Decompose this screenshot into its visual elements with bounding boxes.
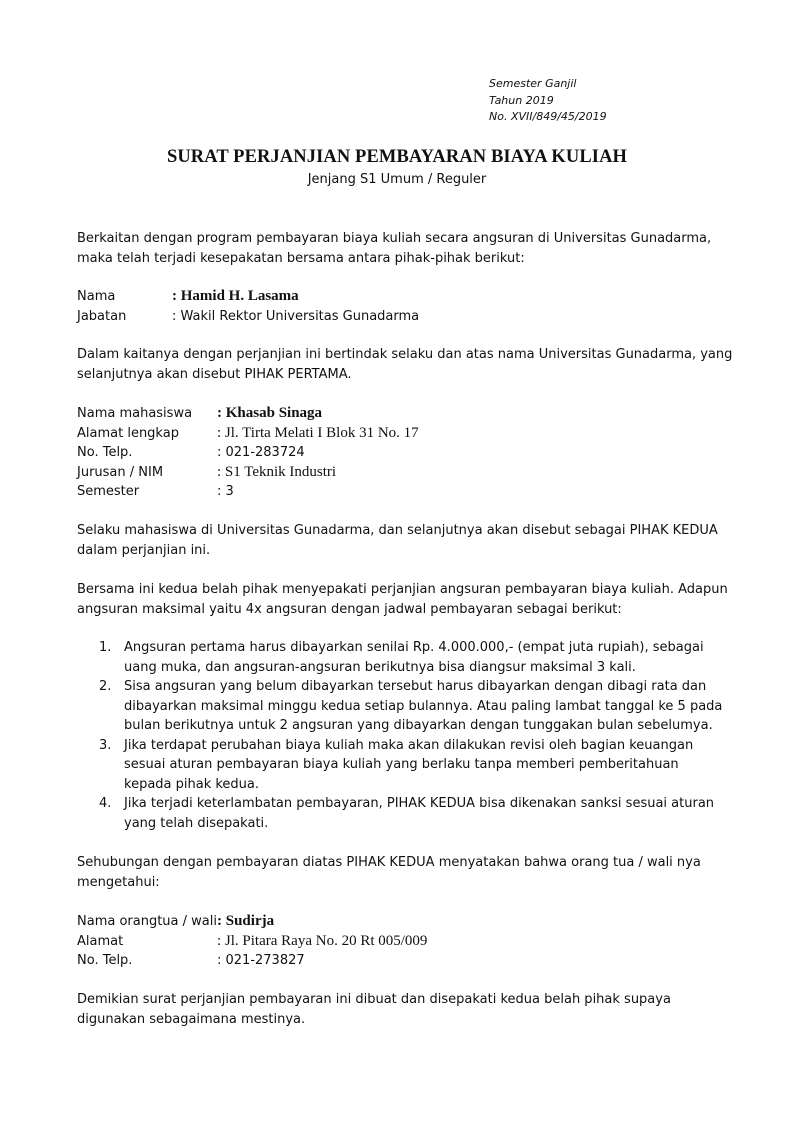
document-title: SURAT PERJANJIAN PEMBAYARAN BIAYA KULIAH [166,147,628,167]
closing-paragraph [77,990,737,1029]
party1-paragraph [77,345,737,384]
parent-line: Sehubungan dengan pembayaran diatas PIHAK KEDUA menyatakan bahwa orang tua / wali nya [77,855,701,870]
party1-line: selanjutnya akan disebut PIHAK PERTAMA. [77,366,352,382]
party1-name-field: : Hamid H. Lasama [172,288,299,304]
student-name-label: Nama mahasiswa [77,406,193,421]
list-item [77,677,737,736]
student-semester-value: 3 [225,484,234,499]
parent-phone-value: 021-273827 [225,953,305,968]
student-phone-value: 021-283724 [225,445,305,460]
parent-name-label: Nama orangtua / wali [77,914,217,929]
document-number: No. XVII/849/45/2019 [489,110,607,123]
list-item-line: Sisa angsuran yang belum dibayarkan tersebut harus dibayarkan dengan dibagi rata dan [124,679,707,694]
list-item-line: sesuai aturan pembayaran biaya kuliah yang berlaku tanpa memberi pemberitahuan [124,757,679,772]
list-item [77,736,737,795]
student-address-value: Jl. Tirta Melati I Blok 31 No. 17 [224,425,419,441]
party2-paragraph [77,521,737,560]
student-address-label: Alamat lengkap [77,426,179,441]
parent-paragraph [77,853,737,892]
list-item-line: uang muka, dan angsuran-angsuran berikutnya bisa diangsur maksimal 3 kali. [124,659,636,675]
party2-line: Selaku mahasiswa di Universitas Gunadarma, dan selanjutnya akan disebut sebagai PIHAK KEDUA [77,523,718,538]
student-major-value: S1 Teknik Industri [224,464,337,480]
list-item-number: 2. [99,679,112,694]
intro-line: maka telah terjadi kesepakatan bersama antara pihak-pihak berikut: [77,250,525,266]
agreement-line: angsuran maksimal yaitu 4x angsuran dengan jadwal pembayaran sebagai berikut: [77,601,622,617]
list-item [77,638,737,677]
intro-paragraph [77,229,737,268]
document-meta [489,76,607,126]
parent-name-value: Sudirja [225,913,275,929]
student-major-label: Jurusan / NIM [77,465,164,480]
list-item-number: 4. [99,796,112,811]
document-subtitle: Jenjang S1 Umum / Reguler [307,172,487,187]
list-item-number: 1. [99,640,112,655]
parent-address-label: Alamat [77,934,124,949]
party1-name-value: Hamid H. Lasama [180,288,299,304]
list-item-line: Angsuran pertama harus dibayarkan senilai Rp. 4.000.000,- (empat juta rupiah), sebagai [124,640,704,655]
list-item-line: Jika terjadi keterlambatan pembayaran, PIHAK KEDUA bisa dikenakan sanksi sesuai aturan [124,796,715,811]
year-text: Tahun 2019 [489,93,554,107]
party1-line: Dalam kaitanya dengan perjanjian ini bertindak selaku dan atas nama Universitas Gunadarma, yang [77,347,733,362]
list-item-line: yang telah disepakati. [124,815,269,831]
semester-text: Semester Ganjil [489,77,577,90]
list-item-number: 3. [99,737,112,753]
party1-name-label: Nama [77,289,116,304]
list-item-line: Jika terdapat perubahan biaya kuliah maka akan dilakukan revisi oleh bagian keuangan [124,737,694,753]
list-item [77,794,737,833]
agreement-line: Bersama ini kedua belah pihak menyepakati perjanjian angsuran pembayaran biaya kuliah. Adapun [77,582,728,597]
parent-address-value: Jl. Pitara Raya No. 20 Rt 005/009 [224,933,428,949]
party1-position-label: Jabatan [77,309,127,324]
terms-list [77,638,737,833]
closing-line: Demikian surat perjanjian pembayaran ini dibuat dan disepakati kedua belah pihak supaya [77,992,671,1007]
list-item-line: dibayarkan maksimal minggu kedua setiap bulannya. Atau paling lambat tanggal ke 5 pada [124,698,723,714]
student-phone-label: No. Telp. [77,445,133,460]
student-name-value: Khasab Sinaga [225,405,323,421]
agreement-paragraph [77,580,737,619]
parent-line: mengetahui: [77,874,160,890]
student-semester-label: Semester [77,484,140,499]
closing-line: digunakan sebagaimana mestinya. [77,1011,306,1027]
party1-position-value: : Wakil Rektor Universitas Gunadarma [172,309,420,324]
list-item-line: kepada pihak kedua. [124,776,260,792]
parent-phone-label: No. Telp. [77,953,133,968]
party2-line: dalam perjanjian ini. [77,542,211,558]
intro-line: Berkaitan dengan program pembayaran biaya kuliah secara angsuran di Universitas Gunadarma, [77,231,712,246]
list-item-line: bulan berikutnya untuk 2 angsuran yang dibayarkan dengan tunggakan bulan sebelumya. [124,718,713,733]
